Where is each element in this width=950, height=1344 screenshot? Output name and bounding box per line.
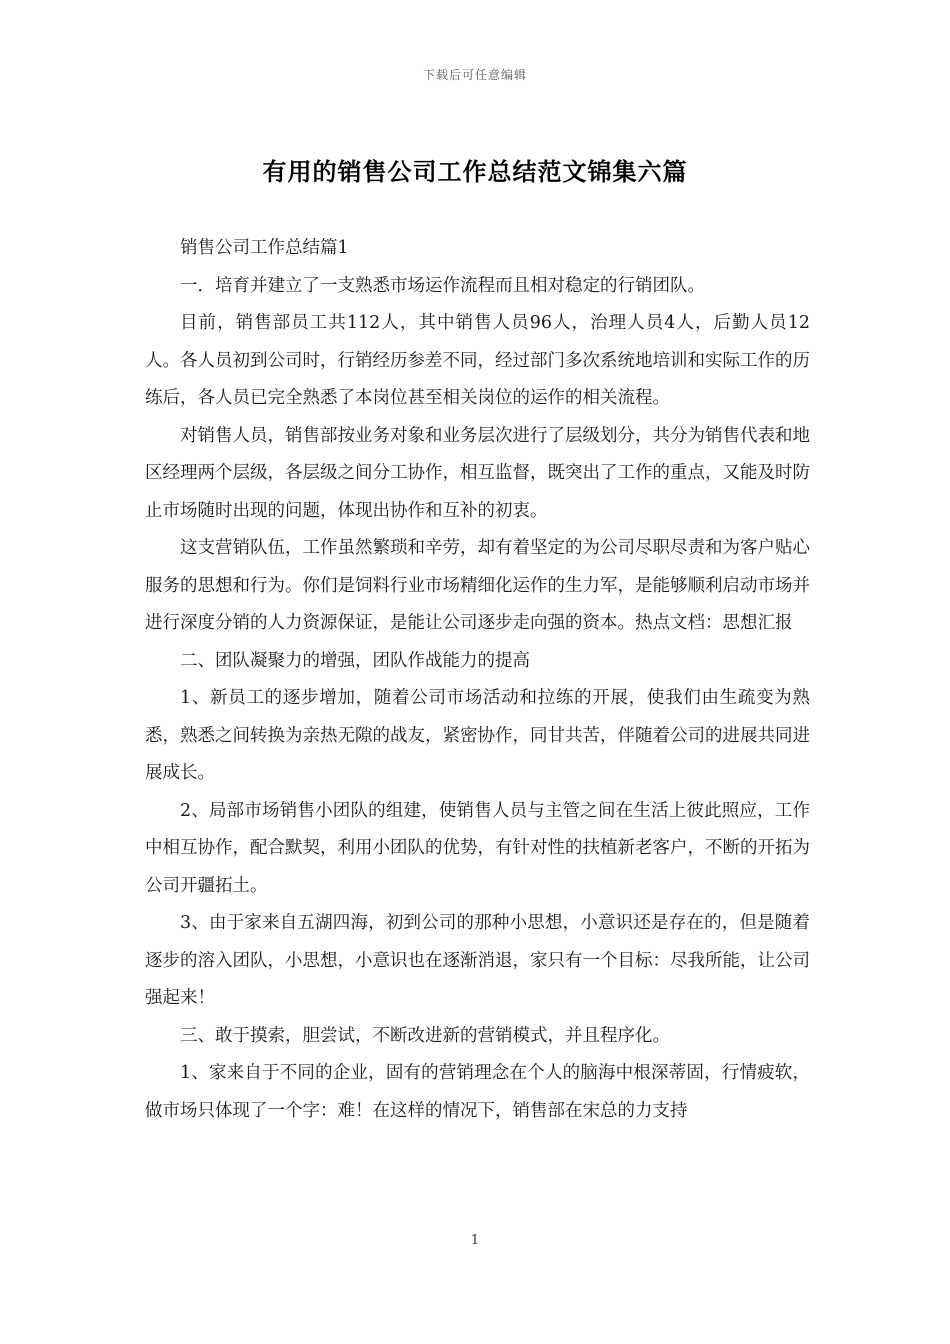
page-number: 1: [470, 1233, 480, 1248]
paragraph: 二、团队凝聚力的增强，团队作战能力的提高: [180, 650, 530, 671]
paragraph: 1、家来自于不同的企业，固有的营销理念在个人的脑海中根深蒂固，行情疲软，做市场只体现了一个字：难！在这样的情况下，销售部在宋总的力支持: [145, 1063, 810, 1121]
paragraph: 3、由于家来自五湖四海，初到公司的那种小思想，小意识还是存在的，但是随着逐步的溶入团队，小思想，小意识也在逐渐消退，家只有一个目标：尽我所能，让公司强起来！: [145, 913, 810, 1008]
section-heading: 销售公司工作总结篇1: [180, 238, 349, 258]
document-title: 有用的销售公司工作总结范文锦集六篇: [262, 157, 688, 186]
paragraph: 对销售人员，销售部按业务对象和业务层次进行了层级划分，共分为销售代表和地区经理两个层级，各层级之间分工协作，相互监督，既突出了工作的重点，又能及时防止市场随时出现的问题，体现出协作和互补的初衷。: [145, 425, 810, 521]
document-body: [145, 230, 810, 1130]
paragraph: 1、新员工的逐步增加，随着公司市场活动和拉练的开展，使我们由生疏变为熟悉，熟悉之间转换为亲热无隙的战友，紧密协作，同甘共苦，伴随着公司的进展共同进展成长。: [145, 688, 810, 783]
page-header-note: 下载后可任意编辑: [422, 68, 527, 82]
paragraph: 三、敢于摸索，胆尝试，不断改进新的营销模式，并且程序化。: [180, 1025, 670, 1046]
paragraph: 目前，销售部员工共112人，其中销售人员96人，治理人员4人，后勤人员12人。各人员初到公司时，行销经历参差不同，经过部门多次系统地培训和实际工作的历练后，各人员已完全熟悉了本岗位甚至相关岗位的运作的相关流程。: [145, 313, 810, 408]
paragraph: 2、局部市场销售小团队的组建，使销售人员与主管之间在生活上彼此照应，工作中相互协作，配合默契，利用小团队的优势，有针对性的扶植新老客户，不断的开拓为公司开疆拓土。: [145, 800, 810, 896]
paragraph: 这支营销队伍，工作虽然繁琐和辛劳，却有着坚定的为公司尽职尽责和为客户贴心服务的思想和行为。你们是饲料行业市场精细化运作的生力军，是能够顺利启动市场并进行深度分销的人力资源保证，是能让公司逐步走向强的资本。热点文档：思想汇报: [145, 538, 810, 633]
paragraph: 一．培育并建立了一支熟悉市场运作流程而且相对稳定的行销团队。: [180, 275, 705, 296]
